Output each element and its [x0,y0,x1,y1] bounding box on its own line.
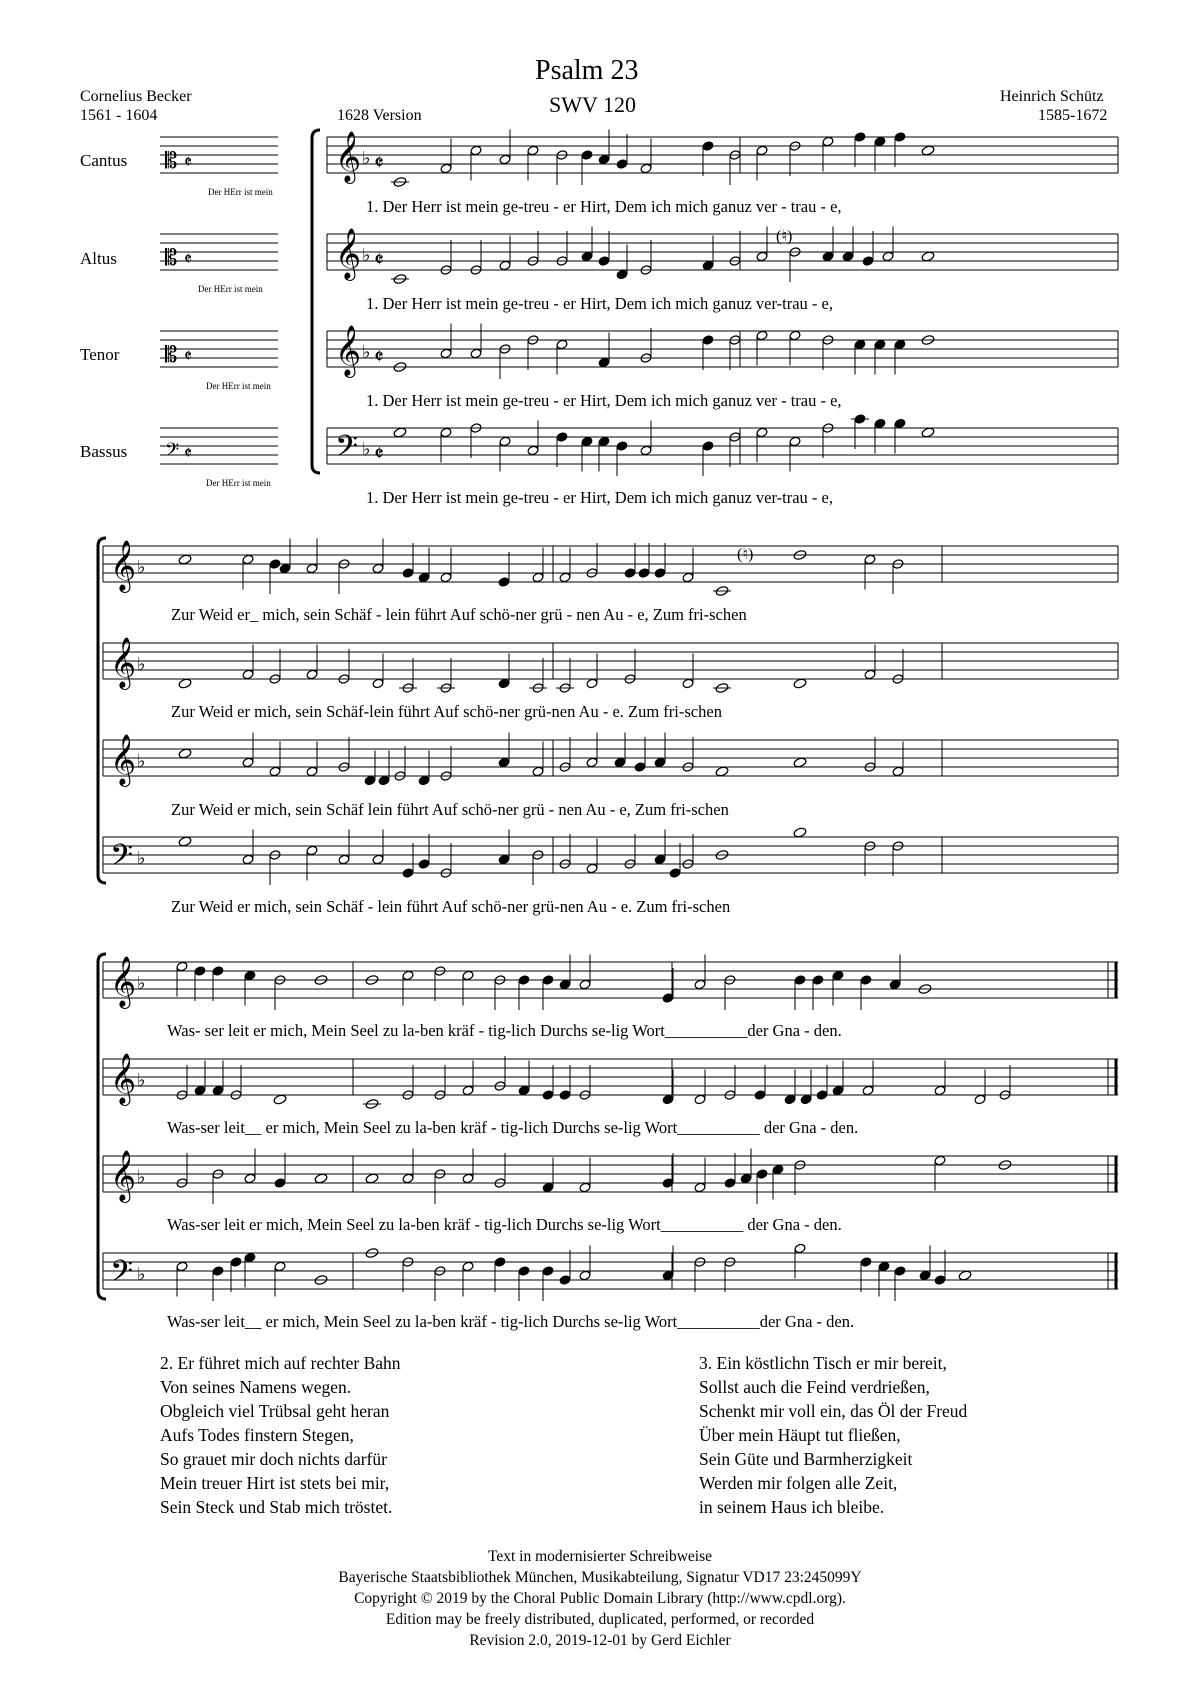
flat-key-signature-icon: ♭ [362,148,371,169]
bass-clef-icon: 𝄢 [110,1255,134,1296]
note-half [756,251,768,262]
incipit-text-altus: Der HErr ist mein [198,284,263,294]
note-quarter [614,757,626,768]
note-half [694,979,706,990]
treble-clef-icon: 𝄞 [110,1053,137,1104]
cut-time-signature-icon: 𝄵 [374,442,384,467]
note-quarter [812,975,824,986]
note-quarter [559,1275,571,1286]
footer-copyright: Copyright © 2019 by the Choral Public Domain Library (http://www.cpdl.org). [354,1590,846,1607]
note-quarter [654,757,666,768]
note-quarter [702,141,714,152]
lyrics-line: Zur Weid er mich, sein Schäf - lein führt Auf schö-ner grü-nen Au - e. Zum fri-schen [171,897,731,916]
note-quarter [498,854,510,865]
lyrics-line: 1. Der Herr ist mein ge-treu - er Hirt, Dem ich mich ganuz ver-trau - e, [366,294,833,313]
page-subtitle: SWV 120 [549,92,636,117]
note-quarter [624,568,636,579]
composer-name: Heinrich Schütz [1000,88,1104,105]
note-quarter [494,1257,506,1268]
note-quarter [364,775,376,786]
note-half [372,678,384,689]
note-half [756,330,768,341]
note-half [338,854,350,865]
note-half [532,572,544,583]
note-half [794,1243,806,1254]
editorial-natural-mark: (♮) [776,228,793,245]
note-half [862,1085,874,1096]
note-half [242,554,254,565]
note-half [789,330,801,341]
flat-key-signature-icon: ♭ [137,1264,146,1285]
note-quarter [581,150,593,161]
note-half [462,1085,474,1096]
note-quarter [212,1085,224,1096]
note-quarter [230,1257,242,1268]
composer-dates: 1585-1672 [1038,107,1108,124]
note-whole [178,678,192,689]
note-quarter [616,269,628,280]
note-half [372,563,384,574]
note-half [440,427,452,438]
lyrics-line: Zur Weid er mich, sein Schäf-lein führt Auf schö-ner grü-nen Au - e. Zum fri-schen [171,702,722,721]
note-quarter [874,136,886,147]
note-half [470,145,482,156]
note-half [756,145,768,156]
note-half [882,251,894,262]
note-quarter [878,1261,890,1272]
note-half [756,427,768,438]
version-label: 1628 Version [337,107,422,124]
note-whole [921,427,935,438]
note-half [579,979,591,990]
note-quarter [822,251,834,262]
note-quarter [244,970,256,981]
note-quarter [638,568,650,579]
note-quarter [894,339,906,350]
bass-clef-icon: 𝄢 [335,430,359,471]
treble-clef-icon: 𝄞 [335,131,362,182]
c-clef-icon: 𝄡 [165,343,178,368]
flat-key-signature-icon: ♭ [137,848,146,869]
note-half [640,445,652,456]
note-quarter [598,154,610,165]
voice-label-altus: Altus [80,249,117,268]
note-half [892,766,904,777]
footer-line: Text in modernisierter Schreibweise [487,1548,713,1565]
lyrics-line: Was- ser leit er mich, Mein Seel zu la-ben kräf - tig-lich Durchs se-lig Wort__________der Gna - den. [167,1021,842,1040]
note-whole [921,251,935,262]
flat-key-signature-icon: ♭ [137,1167,146,1188]
treble-clef-icon: 𝄞 [110,540,137,591]
note-half [934,1085,946,1096]
treble-clef-icon: 𝄞 [335,228,362,279]
note-quarter [772,1164,784,1175]
note-quarter [598,357,610,368]
footer-line: Bayerische Staatsbibliothek München, Musikabteilung, Signatur VD17 23:245099Y [338,1569,862,1586]
flat-key-signature-icon: ♭ [137,1070,146,1091]
treble-clef-icon: 𝄞 [110,734,137,785]
note-half [586,757,598,768]
note-whole [793,678,807,689]
system-bracket [98,954,106,1299]
note-quarter [889,979,901,990]
note-quarter [854,339,866,350]
note-quarter [740,1173,752,1184]
voice-label-cantus: Cantus [80,151,128,170]
note-quarter [894,1266,906,1277]
note-quarter [279,563,291,574]
flat-key-signature-icon: ♭ [137,557,146,578]
note-quarter [934,1275,946,1286]
incipit-text-tenor: Der HErr ist mein [206,381,271,391]
note-quarter [702,335,714,346]
footer-line: Revision 2.0, 2019-12-01 by Gerd Eichler [469,1632,731,1649]
note-whole [178,748,192,759]
note-quarter [874,418,886,429]
voice-label-bassus: Bassus [80,442,128,461]
poet-name: Cornelius Becker [80,88,192,105]
note-quarter [860,1257,872,1268]
cut-time-signature-icon: 𝄵 [184,443,193,464]
note-half [470,348,482,359]
note-quarter [654,568,666,579]
note-quarter [854,132,866,143]
editorial-natural-mark: (♮) [737,546,754,563]
note-quarter [498,577,510,588]
note-half [579,1182,591,1193]
note-quarter [559,1090,571,1101]
flat-key-signature-icon: ♭ [362,342,371,363]
note-half [440,572,452,583]
note-half [306,845,318,856]
note-quarter [518,1266,530,1277]
note-quarter [274,1178,286,1189]
note-half [974,1094,986,1105]
note-quarter [518,1085,530,1096]
note-half [462,1173,474,1184]
c-clef-icon: 𝄢 [165,440,180,465]
note-half [372,854,384,865]
note-half [527,145,539,156]
bass-clef-icon: 𝄢 [110,839,134,880]
note-half [176,961,188,972]
note-half [586,678,598,689]
cut-time-signature-icon: 𝄵 [374,248,384,273]
note-quarter [756,1169,768,1180]
note-half [527,445,539,456]
note-quarter [581,436,593,447]
note-quarter [662,1094,674,1105]
note-half [499,154,511,165]
note-quarter [378,775,390,786]
treble-clef-icon: 𝄞 [110,956,137,1007]
note-quarter [498,678,510,689]
note-quarter [784,1094,796,1105]
note-half [244,1173,256,1184]
lyrics-line: Was-ser leit__ er mich, Mein Seel zu la-ben kräf - tig-lich Durchs se-lig Wort__________der Gna - den. [167,1312,855,1331]
note-quarter [634,762,646,773]
cut-time-signature-icon: 𝄵 [374,151,384,176]
note-whole [715,766,729,777]
note-half [682,572,694,583]
note-half [306,766,318,777]
flat-key-signature-icon: ♭ [137,751,146,772]
flat-key-signature-icon: ♭ [362,245,371,266]
note-whole [314,1173,328,1184]
system-bracket [312,130,320,473]
note-quarter [418,859,430,870]
note-quarter [724,1178,736,1189]
note-quarter [244,1252,256,1263]
note-quarter [616,159,628,170]
note-half [586,863,598,874]
note-whole [178,836,192,847]
note-half [242,669,254,680]
note-quarter [754,1090,766,1101]
note-quarter [418,572,430,583]
note-half [694,1182,706,1193]
note-quarter [862,256,874,267]
note-whole [793,827,807,838]
note-half [242,757,254,768]
note-quarter [212,1266,224,1277]
note-quarter [616,441,628,452]
note-quarter [194,966,206,977]
note-half [934,1155,946,1166]
note-quarter [402,868,414,879]
incipit-text-cantus: Der HErr ist mein [208,187,273,197]
system-bracket [98,538,106,883]
lyrics-line: Zur Weid er mich, sein Schäf lein führt Auf schö-ner grü - nen Au - e, Zum fri-schen [171,800,729,819]
treble-clef-icon: 𝄞 [335,325,362,376]
lyrics-line: 1. Der Herr ist mein ge-treu - er Hirt, Dem ich mich ganuz ver-trau - e, [366,488,833,507]
note-quarter [581,251,593,262]
note-quarter [498,757,510,768]
note-half [402,1173,414,1184]
note-half [440,163,452,174]
lyrics-line: Zur Weid er_ mich, sein Schäf - lein führt Auf schö-ner grü - nen Au - e, Zum fri-schen [171,605,747,624]
note-half [559,572,571,583]
note-half [269,766,281,777]
note-quarter [402,568,414,579]
note-half [864,669,876,680]
cut-time-signature-icon: 𝄵 [184,249,193,270]
note-half [462,970,474,981]
note-half [176,1261,188,1272]
note-quarter [800,1094,812,1105]
note-half [274,1261,286,1272]
note-quarter [269,559,281,570]
note-half [462,1261,474,1272]
flat-key-signature-icon: ♭ [362,439,371,460]
note-whole [393,427,407,438]
note-quarter [542,1266,554,1277]
note-half [499,260,511,271]
footer-line: Edition may be freely distributed, duplicated, performed, or recorded [385,1611,815,1628]
note-quarter [556,432,568,443]
note-quarter [194,1085,206,1096]
note-quarter [598,436,610,447]
verse-2: 2. Er führet mich auf rechter Bahn Von seines Namens wegen. Obgleich viel Trübsal geht heran Aufs Todes finstern Stegen, So grauet mir doch nichts darfür Mein treuer Hirt ist stets bei mir, Sein Steck und Stab mich tröstet. [160,1353,401,1517]
note-whole [921,145,935,156]
cut-time-signature-icon: 𝄵 [184,152,193,173]
treble-clef-icon: 𝄞 [110,637,137,688]
note-quarter [702,260,714,271]
voice-label-tenor: Tenor [80,345,120,364]
page-title: Psalm 23 [535,55,639,86]
lyrics-line: Was-ser leit er mich, Mein Seel zu la-ben kräf - tig-lich Durchs se-lig Wort__________ der Gna - den. [167,1215,842,1234]
note-quarter [832,970,844,981]
lyrics-line: 1. Der Herr ist mein ge-treu - er Hirt, Dem ich mich ganuz ver - trau - e, [366,197,842,216]
note-half [682,678,694,689]
note-quarter [874,339,886,350]
note-whole [365,1173,379,1184]
note-quarter [832,1085,844,1096]
cut-time-signature-icon: 𝄵 [374,345,384,370]
lyrics-line: Was-ser leit__ er mich, Mein Seel zu la-ben kräf - tig-lich Durchs se-lig Wort__________ der Gna - den. [167,1118,859,1137]
c-clef-icon: 𝄡 [165,149,178,174]
poet-dates: 1561 - 1604 [80,107,158,124]
note-half [532,766,544,777]
note-quarter [542,1182,554,1193]
note-quarter [418,775,430,786]
note-half [306,563,318,574]
note-half [640,163,652,174]
note-whole [793,757,807,768]
note-quarter [702,441,714,452]
note-quarter [842,251,854,262]
note-quarter [669,868,681,879]
note-half [440,348,452,359]
note-quarter [518,975,530,986]
verse-3: 3. Ein köstlichn Tisch er mir bereit, Sollst auch die Feind verdrießen, Schenkt mir voll ein, das Öl der Freud Über mein Häupt tut fließen, Sein Güte und Barmherzigkeit Werden mir folgen alle Zeit, in seinem Haus ich bleibe. [699,1353,968,1517]
cut-time-signature-icon: 𝄵 [184,346,193,367]
note-quarter [559,979,571,990]
lyrics-line: 1. Der Herr ist mein ge-treu - er Hirt, Dem ich mich ganuz ver - trau - e, [366,391,842,410]
note-whole [958,1270,972,1281]
note-half [499,436,511,447]
note-half [306,669,318,680]
note-whole [178,554,192,565]
treble-clef-icon: 𝄞 [110,1150,137,1201]
note-quarter [894,418,906,429]
note-quarter [212,966,224,977]
note-quarter [542,1090,554,1101]
note-quarter [816,1090,828,1101]
flat-key-signature-icon: ♭ [137,973,146,994]
note-half [402,970,414,981]
note-quarter [542,975,554,986]
note-quarter [860,975,872,986]
c-clef-icon: 𝄡 [165,246,178,271]
note-half [556,339,568,350]
note-half [864,554,876,565]
note-quarter [894,132,906,143]
incipit-text-bassus: Der HErr ist mein [206,478,271,488]
note-whole [273,1094,287,1105]
note-quarter [598,256,610,267]
note-half [242,854,254,865]
flat-key-signature-icon: ♭ [137,654,146,675]
note-half [789,436,801,447]
note-half [579,1270,591,1281]
note-half [694,1094,706,1105]
note-half [822,136,834,147]
note-quarter [654,854,666,865]
note-quarter [919,1270,931,1281]
note-quarter [794,975,806,986]
